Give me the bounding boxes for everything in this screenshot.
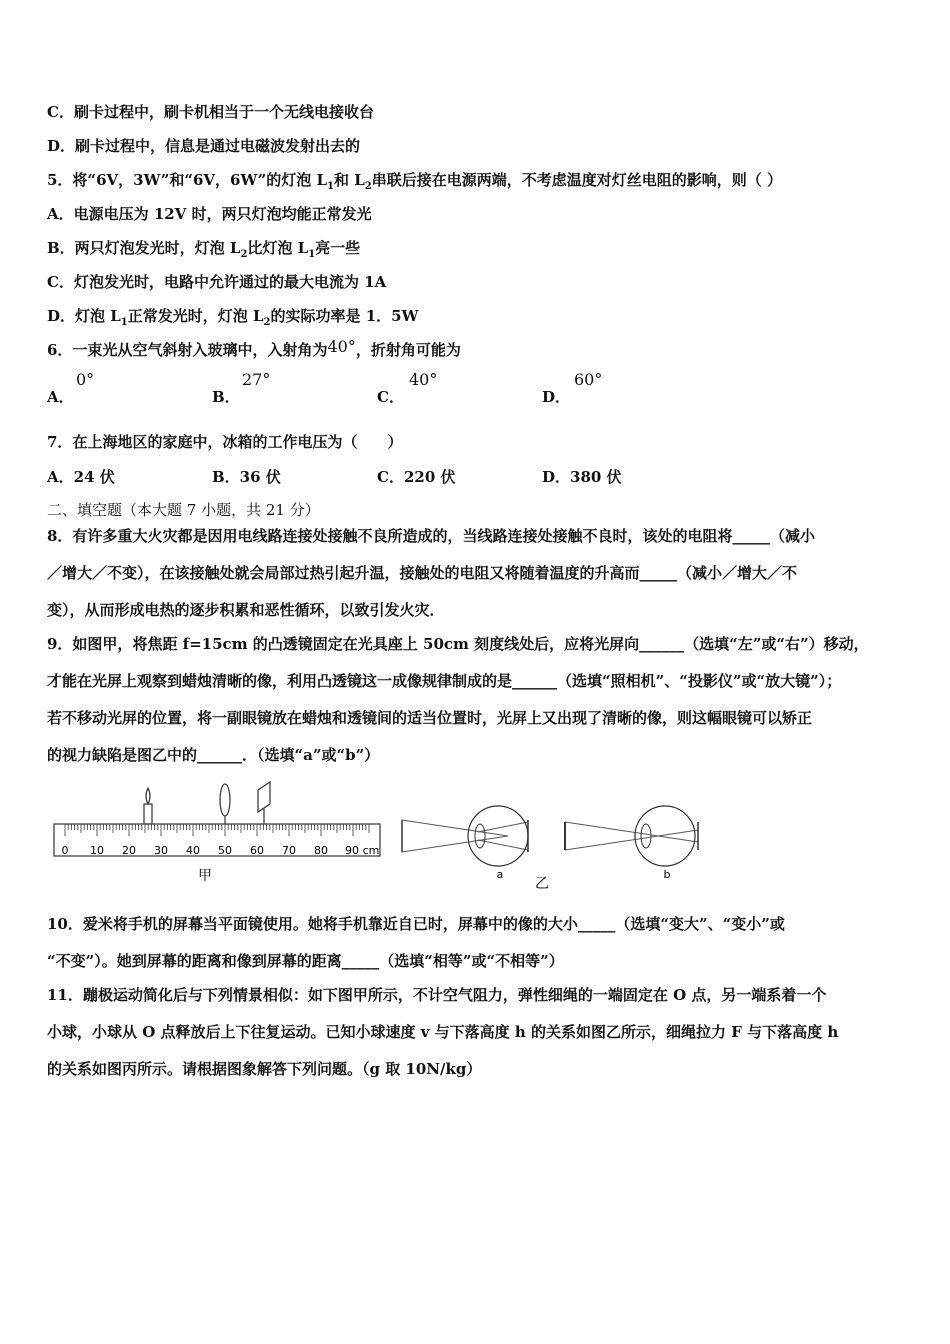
q6-stem-part: 6．一束光从空气斜射入玻璃中，入射角为 [47,341,328,359]
q5-stem-part: 和 L [333,171,365,189]
q5-b-part: B．两只灯泡发光时，灯泡 L [47,239,241,257]
q5-option-c: C．灯泡发光时，电路中允许通过的最大电流为 1A [47,273,387,291]
q5-d-part: 的实际功率是 1．5W [270,307,419,325]
eye-a-label: a [496,868,504,881]
eye-b-label: b [663,868,671,881]
ruler-label-80: 80 [314,844,328,857]
q8-line-3: 变），从而形成电热的逐步积累和恶性循环，以致引发火灾． [47,601,445,619]
q7-option-a: A．24 伏 [47,468,115,486]
subscript: 1 [120,317,128,328]
q5-option-b [47,238,360,265]
q6-option-c-label: C． [377,388,404,406]
ruler-label-40: 40 [186,844,200,857]
q8-line-1: 8．有许多重大火灾都是因用电线路连接处接触不良所造成的，当线路连接处接触不良时，该处的电阻将_____（减小 [47,527,815,545]
ruler-label-30: 30 [154,844,168,857]
subscript: 1 [308,249,316,260]
q6-option-c-value: 40° [409,370,438,389]
q6-option-d-label: D． [542,388,571,406]
q5-option-d [47,306,418,333]
q8-line-2: ／增大／不变），在该接触处就会局部过热引起升温，接触处的电阻又将随着温度的升高而_____（减小／增大／不 [47,564,798,582]
q6-stem [47,337,461,360]
q11-line-3: 的关系如图丙所示。请根据图象解答下列问题。（g 取 10N/kg） [47,1060,482,1078]
ruler-unit: cm [362,844,380,857]
eye-b-diagram [565,806,698,866]
q4-option-d: D．刷卡过程中，信息是通过电磁波发射出去的 [47,137,361,155]
q11-line-1: 11．蹦极运动简化后与下列情景相似：如下图甲所示，不计空气阻力，弹性细绳的一端固定在 O 点，另一端系着一个 [47,986,827,1004]
q6-option-d-value: 60° [574,370,603,389]
ruler-label-10: 10 [90,844,104,857]
q5-b-part: 亮一些 [315,239,361,257]
q4-option-c: C．刷卡过程中，刷卡机相当于一个无线电接收台 [47,103,374,121]
ruler-label-50: 50 [218,844,232,857]
subscript: 1 [327,181,334,192]
q6-stem-part: ，折射角可能为 [355,341,461,359]
q7-stem: 7．在上海地区的家庭中，冰箱的工作电压为（ ） [47,433,403,451]
figure-label-yi: 乙 [535,876,549,892]
q9-line-1: 9．如图甲，将焦距 f=15cm 的凸透镜固定在光具座上 50cm 刻度线处后，应将光屏向______（选填“左”或“右”）移动， [47,635,869,653]
q5-d-part: D．灯泡 L [47,307,121,325]
q6-option-a-label: A． [47,388,74,406]
lens-icon [220,784,230,824]
q5-stem-part: 5．将“6V，3W”和“6V，6W”的灯泡 L [47,171,327,189]
q6-option-a-value: 0° [76,370,95,389]
ruler-label-90: 90 [345,844,359,857]
ruler-label-60: 60 [250,844,264,857]
screen-icon [258,782,270,824]
q5-d-part: 正常发光时，灯泡 L [127,307,264,325]
section-heading: 二、填空题（本大题 7 小题，共 21 分） [47,501,320,519]
q7-option-d: D．380 伏 [542,468,622,486]
subscript: 2 [240,249,248,260]
q6-option-b-label: B． [212,388,240,406]
q5-stem [47,170,782,197]
candle-icon [144,788,152,824]
q11-line-2: 小球，小球从 O 点释放后上下往复运动。已知小球速度 v 与下落高度 h 的关系如图乙所示，细绳拉力 F 与下落高度 h [47,1023,839,1041]
ruler-label-70: 70 [282,844,296,857]
q10-line-2: “不变”）。她到屏幕的距离和像到屏幕的距离_____（选填“相等”或“不相等”） [47,952,564,970]
q7-option-c: C．220 伏 [377,468,456,486]
figure-optics [40,776,720,896]
figure-label-jia: 甲 [198,868,212,884]
eye-a-diagram [402,806,528,866]
q6-option-b-value: 27° [242,370,271,389]
q9-line-3: 若不移动光屏的位置，将一副眼镜放在蜡烛和透镜间的适当位置时，光屏上又出现了清晰的像，则这幅眼镜可以矫正 [47,709,813,727]
q7-option-b: B．36 伏 [212,468,281,486]
q9-line-2: 才能在光屏上观察到蜡烛清晰的像，利用凸透镜这一成像规律制成的是______（选填“照相机”、“投影仪”或“放大镜”）； [47,672,842,690]
ruler-label-0: 0 [61,844,69,857]
q5-option-a: A．电源电压为 12V 时，两只灯泡均能正常发光 [47,205,372,223]
q5-stem-part: 串联后接在电源两端，不考虑温度对灯丝电阻的影响，则（ ） [371,171,782,189]
subscript: 2 [263,317,271,328]
ruler-label-20: 20 [122,844,136,857]
q9-line-4: 的视力缺陷是图乙中的______．（选填“a”或“b”） [47,746,380,764]
subscript: 2 [364,181,372,192]
q10-line-1: 10．爱米将手机的屏幕当平面镜使用。她将手机靠近自已时，屏幕中的像的大小_____（选填“变大”、“变小”或 [47,915,785,933]
q5-b-part: 比灯泡 L [247,239,309,257]
q6-angle: 40° [327,337,356,356]
